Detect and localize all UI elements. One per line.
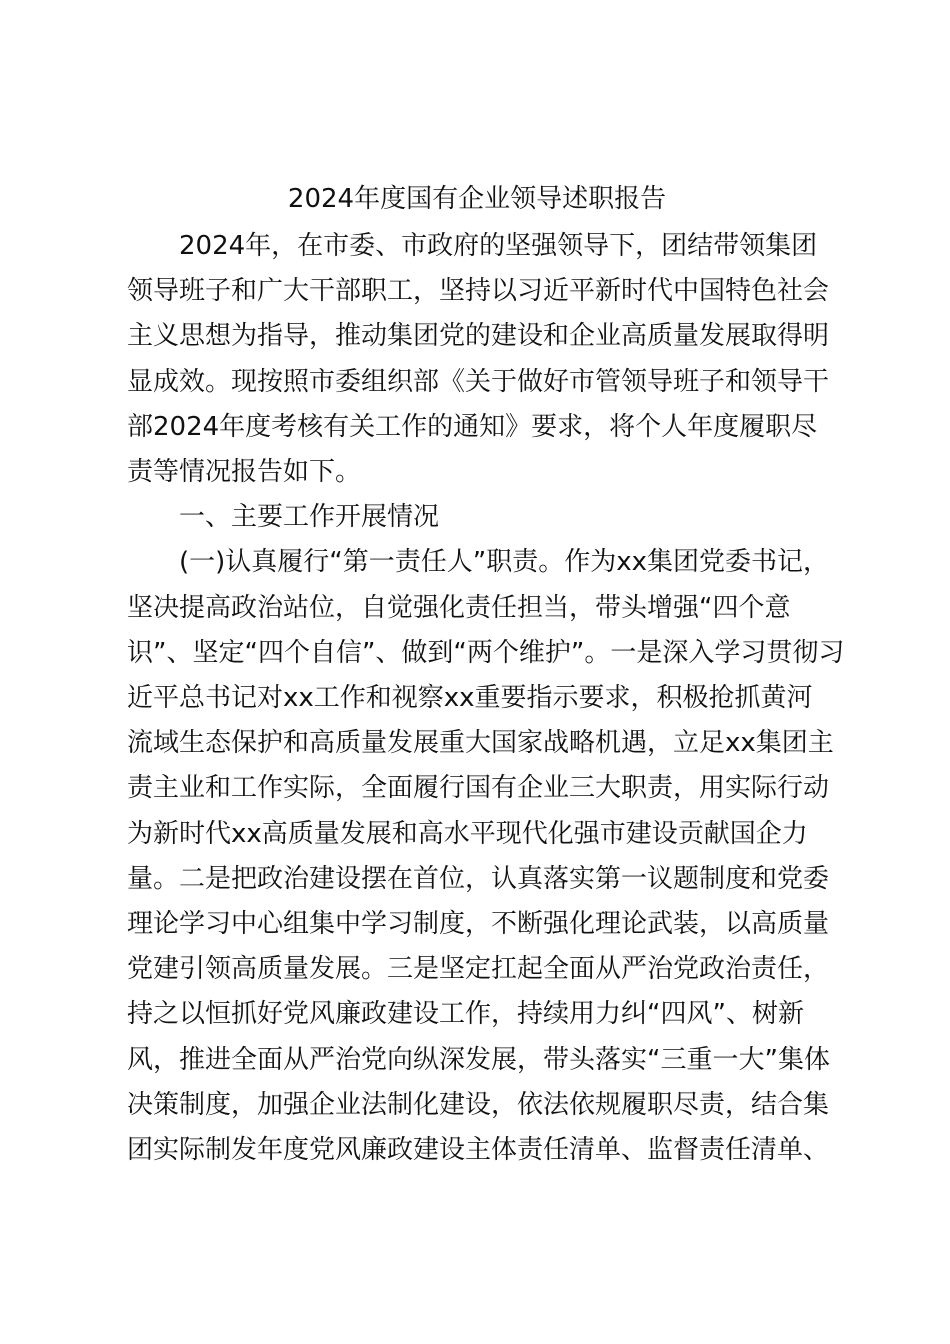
text-line: 团实际制发年度党风廉政建设主体责任清单、监督责任清单、: [127, 1135, 830, 1166]
text-line: 领导班子和广大干部职工，坚持以习近平新时代中国特色社会: [127, 276, 830, 307]
text-line: 识”、坚定“四个自信”、做到“两个维护”。一是深入学习贯彻习: [127, 637, 845, 668]
text-line: 坚决提高政治站位，自觉强化责任担当，带头增强“四个意: [127, 592, 791, 623]
document-title: 2024年度国有企业领导述职报告: [287, 184, 667, 214]
text-line: 责等情况报告如下。: [127, 457, 362, 488]
document-body: [127, 174, 845, 1173]
text-line: 近平总书记对xx工作和视察xx重要指示要求，积极抢抓黄河: [127, 683, 813, 714]
text-line: 风，推进全面从严治党向纵深发展，带头落实“三重一大”集体: [127, 1044, 830, 1075]
text-line: 决策制度，加强企业法制化建设，依法依规履职尽责，结合集: [127, 1089, 830, 1120]
text-line: 持之以恒抓好党风廉政建设工作，持续用力纠“四风”、树新: [127, 999, 804, 1030]
text-line: 2024年，在市委、市政府的坚强领导下，团结带领集团: [179, 231, 818, 261]
intro-paragraph: [127, 224, 830, 495]
section-heading-text: 一、主要工作开展情况: [179, 502, 440, 533]
text-line: 党建引领高质量发展。三是坚定扛起全面从严治党政治责任，: [127, 954, 830, 985]
text-line: 流域生态保护和高质量发展重大国家战略机遇，立足xx集团主: [127, 728, 834, 759]
section-heading: [127, 495, 827, 540]
text-line: 部2024年度考核有关工作的通知》要求，将个人年度履职尽: [127, 411, 818, 442]
text-line: 理论学习中心组集中学习制度，不断强化理论武装，以高质量: [127, 909, 830, 940]
text-line: 显成效。现按照市委组织部《关于做好市管领导班子和领导干: [127, 366, 830, 397]
text-line: (一)认真履行“第一责任人”职责。作为xx集团党委书记，: [179, 547, 830, 578]
text-line: 量。二是把政治建设摆在首位，认真落实第一议题制度和党委: [127, 863, 830, 894]
text-line: 责主业和工作实际，全面履行国有企业三大职责，用实际行动: [127, 773, 830, 804]
body-paragraph: [127, 540, 845, 1173]
text-line: 为新时代xx高质量发展和高水平现代化强市建设贡献国企力: [127, 818, 808, 849]
text-line: 主义思想为指导，推动集团党的建设和企业高质量发展取得明: [127, 321, 830, 352]
